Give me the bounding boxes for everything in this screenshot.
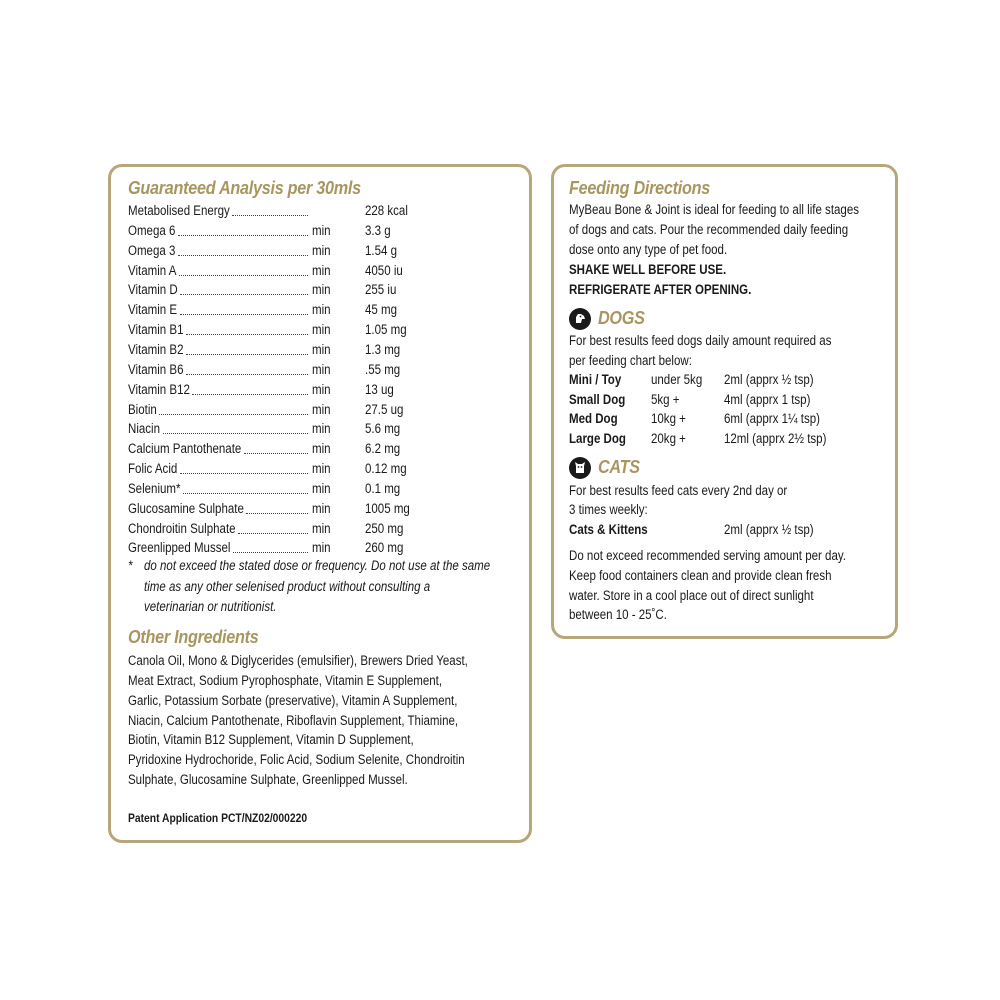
nutrient-name: Chondroitin Sulphate (128, 520, 236, 536)
leader-dots (178, 221, 308, 236)
dog-dose: 6ml (apprx 1¼ tsp) (724, 411, 821, 427)
cats-intro-2: 3 times weekly: (569, 502, 648, 517)
dog-size: Large Dog (569, 430, 626, 446)
analysis-title: Guaranteed Analysis per 30mls (128, 178, 361, 198)
leader-dots (180, 280, 308, 295)
dog-weight: under 5kg (651, 372, 703, 387)
nutrient-name: Greenlipped Mussel (128, 540, 231, 556)
nutrient-value: 27.5 ug (365, 401, 404, 417)
dogs-feeding-row (569, 370, 889, 390)
nutrient-value: 228 kcal (365, 203, 408, 218)
leader-dots (246, 499, 308, 514)
nutrient-value: 45 mg (365, 302, 398, 318)
min-label: min (312, 381, 331, 397)
ingredients-line: Niacin, Calcium Pantothenate, Riboflavin Supplement, Thiamine, (128, 712, 459, 728)
nutrient-name: Metabolised Energy (128, 203, 230, 218)
min-label: min (312, 480, 331, 496)
dogs-intro-1: For best results feed dogs daily amount required as (569, 333, 832, 348)
analysis-row (128, 380, 428, 400)
leader-dots (186, 320, 308, 335)
min-label: min (312, 242, 331, 258)
dog-dose: 4ml (apprx 1 tsp) (724, 391, 811, 407)
nutrient-name: Biotin (128, 401, 157, 417)
dog-size: Mini / Toy (569, 372, 622, 387)
dog-size: Small Dog (569, 391, 626, 407)
dogs-feeding-row (569, 409, 889, 429)
analysis-row (128, 201, 428, 221)
nutrient-value: 1.05 mg (365, 322, 407, 338)
analysis-row (128, 439, 428, 459)
footnote-line-3: veterinarian or nutritionist. (144, 599, 277, 614)
analysis-row (128, 360, 428, 380)
nutrient-value: 1005 mg (365, 500, 410, 516)
closing-line-3: water. Store in a cool place out of direct sunlight (569, 588, 814, 603)
cats-size: Cats & Kittens (569, 522, 648, 537)
nutrient-value: 3.3 g (365, 222, 391, 238)
analysis-row (128, 400, 428, 420)
min-label: min (312, 401, 331, 417)
analysis-row (128, 419, 428, 439)
shake-warning: SHAKE WELL BEFORE USE. (569, 262, 727, 277)
cats-title: CATS (598, 457, 640, 477)
nutrient-name: Omega 6 (128, 222, 176, 238)
ingredients-line: Garlic, Potassium Sorbate (preservative), Vitamin A Supplement, (128, 692, 458, 708)
min-label: min (312, 262, 331, 278)
min-label: min (312, 520, 331, 536)
nutrient-name: Glucosamine Sulphate (128, 500, 244, 516)
nutrient-name: Vitamin B2 (128, 341, 184, 357)
nutrient-name: Vitamin A (128, 262, 177, 278)
nutrient-name: Vitamin B1 (128, 322, 184, 338)
nutrient-name: Vitamin D (128, 282, 178, 298)
analysis-row (128, 280, 428, 300)
footnote-star: * (128, 558, 133, 573)
nutrient-value: 1.54 g (365, 242, 398, 258)
min-label: min (312, 302, 331, 318)
dogs-feeding-row (569, 429, 889, 449)
min-label: min (312, 322, 331, 338)
dogs-title: DOGS (598, 308, 645, 328)
cats-dose: 2ml (apprx ½ tsp) (724, 522, 814, 537)
analysis-row (128, 300, 428, 320)
nutrient-name: Calcium Pantothenate (128, 441, 242, 457)
analysis-row (128, 261, 428, 281)
leader-dots (180, 459, 308, 474)
analysis-row (128, 499, 428, 519)
leader-dots (232, 201, 308, 216)
nutrient-name: Vitamin E (128, 302, 178, 318)
leader-dots (186, 340, 308, 355)
min-label: min (312, 222, 331, 238)
nutrient-value: 250 mg (365, 520, 404, 536)
min-label: min (312, 461, 331, 477)
analysis-row (128, 479, 428, 499)
feeding-title: Feeding Directions (569, 178, 710, 198)
min-label: min (312, 540, 331, 556)
min-label: min (312, 282, 331, 298)
feeding-intro-3: dose onto any type of pet food. (569, 242, 728, 257)
footnote-line-2: time as any other selenised product without consulting a (144, 579, 431, 594)
analysis-row (128, 241, 428, 261)
nutrient-value: 0.1 mg (365, 480, 401, 496)
analysis-row (128, 320, 428, 340)
feeding-intro-1: MyBeau Bone & Joint is ideal for feeding to all life stages (569, 202, 859, 217)
leader-dots (183, 479, 308, 494)
dogs-intro-2: per feeding chart below: (569, 353, 692, 368)
ingredients-line: Sulphate, Glucosamine Sulphate, Greenlipped Mussel. (128, 772, 408, 788)
ingredients-line: Meat Extract, Sodium Pyrophosphate, Vitamin E Supplement, (128, 672, 443, 688)
min-label: min (312, 421, 331, 437)
leader-dots (233, 538, 308, 553)
nutrient-name: Niacin (128, 421, 161, 437)
ingredients-line: Canola Oil, Mono & Diglycerides (emulsifier), Brewers Dried Yeast, (128, 653, 468, 668)
nutrient-name: Selenium* (128, 480, 181, 496)
ingredients-title: Other Ingredients (128, 627, 259, 647)
leader-dots (238, 519, 308, 534)
min-label: min (312, 441, 331, 457)
nutrient-name: Vitamin B12 (128, 381, 190, 397)
dog-icon (569, 308, 591, 330)
analysis-row (128, 459, 428, 479)
dog-weight: 10kg + (651, 411, 686, 427)
min-label: min (312, 361, 331, 377)
leader-dots (186, 360, 308, 375)
nutrient-name: Vitamin B6 (128, 361, 184, 377)
dog-dose: 2ml (apprx ½ tsp) (724, 372, 814, 387)
dogs-feeding-row (569, 390, 889, 410)
analysis-row (128, 221, 428, 241)
dog-weight: 5kg + (651, 391, 680, 407)
nutrient-value: 6.2 mg (365, 441, 401, 457)
dog-size: Med Dog (569, 411, 618, 427)
nutrient-name: Omega 3 (128, 242, 176, 258)
leader-dots (163, 419, 308, 434)
feeding-intro-2: of dogs and cats. Pour the recommended daily feeding (569, 222, 849, 237)
nutrient-value: 13 ug (365, 381, 394, 397)
closing-line-1: Do not exceed recommended serving amount per day. (569, 548, 846, 563)
nutrient-value: 260 mg (365, 540, 404, 556)
leader-dots (180, 300, 308, 315)
leader-dots (178, 241, 308, 256)
cats-intro-1: For best results feed cats every 2nd day or (569, 483, 788, 498)
nutrient-value: 1.3 mg (365, 341, 401, 357)
cat-icon (569, 457, 591, 479)
ingredients-line: Pyridoxine Hydrochoride, Folic Acid, Sodium Selenite, Chondroitin (128, 752, 465, 768)
patent-text: Patent Application PCT/NZ02/000220 (128, 811, 308, 825)
nutrient-value: 4050 iu (365, 262, 403, 278)
closing-line-4: between 10 - 25˚C. (569, 607, 667, 622)
leader-dots (192, 380, 308, 395)
dog-dose: 12ml (apprx 2½ tsp) (724, 430, 827, 446)
ingredients-line: Biotin, Vitamin B12 Supplement, Vitamin D Supplement, (128, 732, 414, 748)
min-label: min (312, 341, 331, 357)
min-label: min (312, 500, 331, 516)
refrigerate-warning: REFRIGERATE AFTER OPENING. (569, 282, 752, 297)
nutrient-value: 255 iu (365, 282, 397, 298)
analysis-row (128, 519, 428, 539)
dog-weight: 20kg + (651, 430, 686, 446)
nutrient-value: 5.6 mg (365, 421, 401, 437)
footnote-line-1: do not exceed the stated dose or frequency. Do not use at the same (144, 558, 491, 573)
nutrient-value: 0.12 mg (365, 461, 407, 477)
cats-feeding-row (569, 520, 889, 540)
leader-dots (159, 400, 308, 415)
leader-dots (179, 261, 308, 276)
leader-dots (244, 439, 308, 454)
analysis-row (128, 340, 428, 360)
nutrient-name: Folic Acid (128, 461, 178, 477)
nutrient-value: .55 mg (365, 361, 401, 377)
closing-line-2: Keep food containers clean and provide clean fresh (569, 568, 832, 583)
